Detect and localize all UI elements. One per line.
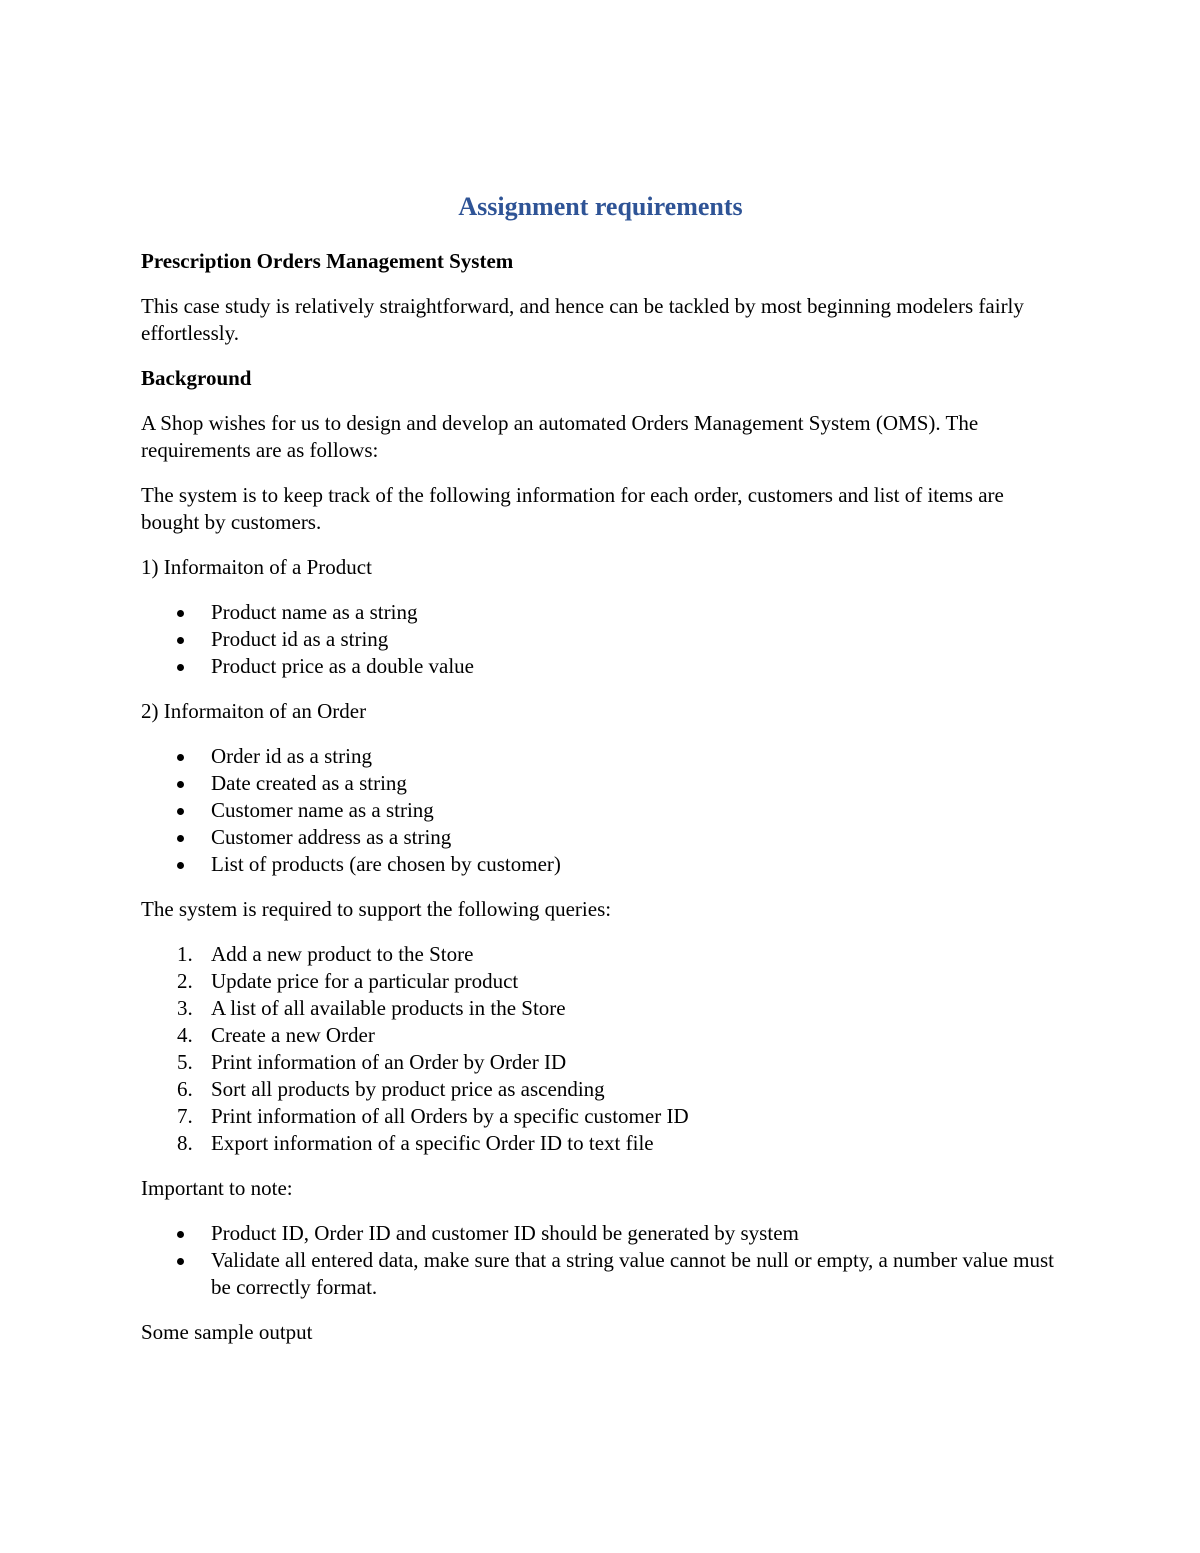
list-item [141, 1247, 1060, 1301]
list-number: 1. [177, 942, 193, 966]
queries-list [141, 941, 1060, 1157]
list-item-text: Customer address as a string [211, 825, 452, 849]
list-item-text: Order id as a string [211, 744, 372, 768]
list-item-text: Product name as a string [211, 600, 418, 624]
list-number: 4. [177, 1023, 193, 1047]
list-item [141, 1220, 1060, 1247]
order-info-list [141, 743, 1060, 878]
list-number: 8. [177, 1131, 193, 1155]
system-subtitle: Prescription Orders Management System [141, 249, 514, 273]
list-item [141, 743, 1060, 770]
list-item-text: Export information of a specific Order ID to text file [211, 1131, 654, 1155]
bullet-icon [177, 808, 184, 815]
list-item-text: Create a new Order [211, 1023, 375, 1047]
list-number: 5. [177, 1050, 193, 1074]
notes-intro: Important to note: [141, 1176, 293, 1200]
list-item [141, 1049, 1060, 1076]
bullet-icon [177, 781, 184, 788]
list-item-text: Add a new product to the Store [211, 942, 474, 966]
bullet-icon [177, 1231, 184, 1238]
list-item-text: Validate all entered data, make sure that a string value cannot be null or empty, a number value must be correctly format. [211, 1248, 1055, 1299]
list-item [141, 995, 1060, 1022]
list-item-text: Update price for a particular product [211, 969, 519, 993]
bullet-icon [177, 664, 184, 671]
list-number: 2. [177, 969, 193, 993]
list-item [141, 626, 1060, 653]
background-paragraph: A Shop wishes for us to design and develop an automated Orders Management System (OMS). The requirements are as follows: [141, 411, 979, 462]
list-item-text: Sort all products by product price as ascending [211, 1077, 605, 1101]
bullet-icon [177, 835, 184, 842]
list-item-text: Product price as a double value [211, 654, 474, 678]
tracking-paragraph: The system is to keep track of the following information for each order, customers and list of items are bought by customers. [141, 483, 1004, 534]
intro-paragraph: This case study is relatively straightforward, and hence can be tackled by most beginning modelers fairly effortlessly. [141, 294, 1024, 345]
bullet-icon [177, 610, 184, 617]
list-item [141, 770, 1060, 797]
sample-output-label: Some sample output [141, 1320, 313, 1344]
list-item [141, 797, 1060, 824]
list-item-text: A list of all available products in the Store [211, 996, 566, 1020]
list-number: 3. [177, 996, 193, 1020]
list-item [141, 941, 1060, 968]
notes-list [141, 1220, 1060, 1301]
background-heading: Background [141, 366, 252, 390]
list-item-text: Date created as a string [211, 771, 407, 795]
list-item [141, 599, 1060, 626]
list-item [141, 1103, 1060, 1130]
document-title: Assignment requirements [458, 192, 743, 221]
list-item [141, 1130, 1060, 1157]
list-item [141, 653, 1060, 680]
list-item [141, 851, 1060, 878]
list-item [141, 968, 1060, 995]
list-item-text: Product id as a string [211, 627, 389, 651]
list-item-text: List of products (are chosen by customer) [211, 852, 561, 876]
list-item-text: Print information of an Order by Order ID [211, 1050, 567, 1074]
list-item [141, 1022, 1060, 1049]
list-item [141, 824, 1060, 851]
product-info-list [141, 599, 1060, 680]
queries-intro: The system is required to support the following queries: [141, 897, 612, 921]
bullet-icon [177, 637, 184, 644]
product-section-heading: 1) Informaiton of a Product [141, 555, 372, 579]
bullet-icon [177, 862, 184, 869]
list-item [141, 1076, 1060, 1103]
list-item-text: Customer name as a string [211, 798, 434, 822]
list-item-text: Product ID, Order ID and customer ID should be generated by system [211, 1221, 799, 1245]
order-section-heading: 2) Informaiton of an Order [141, 699, 367, 723]
list-number: 6. [177, 1077, 193, 1101]
list-number: 7. [177, 1104, 193, 1128]
bullet-icon [177, 754, 184, 761]
list-item-text: Print information of all Orders by a specific customer ID [211, 1104, 689, 1128]
bullet-icon [177, 1258, 184, 1265]
